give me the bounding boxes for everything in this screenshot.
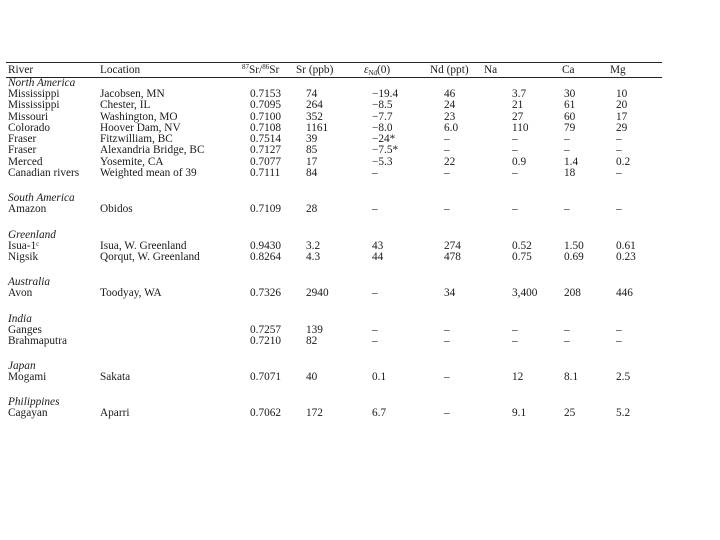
river-cell: Ganges: [8, 324, 42, 336]
sr-ppb-cell: 2940: [306, 288, 329, 300]
table-row: [6, 112, 662, 123]
na-cell: –: [512, 204, 518, 216]
group-spacer: [6, 383, 662, 397]
eps-nd-cell: –: [372, 335, 378, 347]
table-body: [6, 78, 662, 420]
table-row: [6, 204, 662, 215]
nd-ppt-cell: –: [444, 204, 450, 216]
river-cell: Missouri: [8, 111, 49, 123]
location-cell: [98, 336, 226, 347]
ca-cell: 61: [564, 100, 576, 112]
ca-cell: 25: [564, 408, 576, 420]
river-cell: Mississippi: [8, 89, 60, 100]
table-row: [6, 145, 662, 156]
mg-cell: 0.2: [616, 156, 631, 168]
ca-cell: –: [564, 335, 570, 347]
group-heading-row: [6, 193, 662, 204]
na-cell: –: [512, 145, 518, 157]
ca-cell: 18: [564, 168, 576, 180]
sr-ppb-cell: 17: [306, 156, 318, 168]
nd-ppt-cell: 46: [444, 89, 456, 100]
ca-cell: 1.4: [564, 156, 579, 168]
sr-ratio-cell: 0.7062: [250, 408, 282, 420]
group-spacer: [6, 179, 662, 193]
location-cell: Qorqut, W. Greenland: [100, 251, 200, 263]
location-cell: [98, 325, 226, 336]
location-cell: Washington, MO: [100, 111, 178, 123]
sr-ppb-cell: 352: [306, 111, 323, 123]
river-cell: Merced: [8, 156, 43, 168]
na-cell: 0.75: [512, 251, 532, 263]
location-cell: Obidos: [100, 204, 133, 216]
sr-ratio-cell: 0.7153: [250, 89, 282, 100]
group-heading-row: [6, 230, 662, 241]
group-heading: Greenland: [8, 229, 56, 241]
sr-ppb-cell: 139: [306, 324, 323, 336]
group-heading: Japan: [8, 361, 36, 373]
sr-ratio-cell: 0.8264: [250, 251, 282, 263]
sr-ratio-cell: 0.7095: [250, 100, 282, 112]
ca-cell: 79: [564, 122, 576, 134]
mg-cell: –: [616, 134, 622, 146]
mg-cell: –: [616, 324, 622, 336]
eps-nd-cell: 6.7: [372, 408, 387, 420]
sr-ppb-cell: 172: [306, 408, 323, 420]
nd-ppt-cell: –: [444, 134, 450, 146]
nd-ppt-cell: –: [444, 324, 450, 336]
river-cell: Mogami: [8, 372, 47, 384]
sr-ppb-cell: 39: [306, 134, 318, 146]
table-row: [6, 89, 662, 100]
table-row: [6, 325, 662, 336]
ca-cell: –: [564, 134, 570, 146]
mg-cell: –: [616, 204, 622, 216]
river-cell: Canadian rivers: [8, 168, 80, 180]
header-mg: Mg: [604, 63, 662, 78]
table-row: [6, 123, 662, 134]
nd-ppt-cell: 34: [444, 288, 456, 300]
nd-ppt-cell: 23: [444, 111, 456, 123]
table-row: [6, 288, 662, 299]
na-cell: 3.7: [512, 89, 527, 100]
mg-cell: 0.61: [616, 240, 636, 252]
header-ca: Ca: [554, 63, 604, 78]
sr-ppb-cell: 3.2: [306, 240, 321, 252]
eps-nd-cell: −7.5*: [372, 145, 399, 157]
nd-ppt-cell: –: [444, 145, 450, 157]
header-river: River: [6, 63, 98, 78]
mg-cell: 5.2: [616, 408, 631, 420]
na-cell: 3,400: [512, 288, 538, 300]
table-row: [6, 336, 662, 347]
nd-ppt-cell: –: [444, 168, 450, 180]
ca-cell: –: [564, 204, 570, 216]
ca-cell: 1.50: [564, 240, 584, 252]
nd-ppt-cell: 6.0: [444, 122, 459, 134]
na-cell: 110: [512, 122, 529, 134]
table-row: [6, 168, 662, 179]
river-cell: Colorado: [8, 122, 51, 134]
group-heading: India: [8, 313, 32, 325]
nd-ppt-cell: 478: [444, 251, 461, 263]
nd-ppt-cell: –: [444, 408, 450, 420]
group-heading-row: [6, 78, 662, 90]
na-cell: 27: [512, 111, 524, 123]
table-row: [6, 134, 662, 145]
mg-cell: 20: [616, 100, 628, 112]
group-spacer: [6, 263, 662, 277]
group-heading-row: [6, 314, 662, 325]
eps-nd-cell: –: [372, 324, 378, 336]
mg-cell: 0.23: [616, 251, 636, 263]
nd-ppt-cell: 22: [444, 156, 456, 168]
sr-ppb-cell: 84: [306, 168, 318, 180]
river-cell: Fraser: [8, 145, 37, 157]
na-cell: 0.9: [512, 156, 527, 168]
mg-cell: 10: [616, 89, 628, 100]
sr-ppb-cell: 1161: [306, 122, 329, 134]
table-row: [6, 100, 662, 111]
river-isotope-table: [6, 62, 662, 420]
eps-nd-cell: −7.7: [372, 111, 393, 123]
ca-cell: 208: [564, 288, 581, 300]
mg-cell: 2.5: [616, 372, 631, 384]
sr-ppb-cell: 85: [306, 145, 318, 157]
header-eps-nd: $\varepsilon_{Nd}(0)$: [354, 63, 428, 78]
table-row: [6, 252, 662, 263]
na-cell: 0.52: [512, 240, 532, 252]
mg-cell: –: [616, 335, 622, 347]
na-cell: 21: [512, 100, 524, 112]
na-cell: 12: [512, 372, 524, 384]
location-cell: Yosemite, CA: [100, 156, 164, 168]
na-cell: 9.1: [512, 408, 527, 420]
eps-nd-cell: −8.0: [372, 122, 393, 134]
sr-ppb-cell: 82: [306, 335, 318, 347]
sr-ratio-cell: 0.7127: [250, 145, 282, 157]
ca-cell: –: [564, 145, 570, 157]
river-cell: Mississippi: [8, 100, 60, 112]
location-cell: Jacobsen, MN: [100, 89, 165, 100]
sr-ratio-cell: 0.7326: [250, 288, 282, 300]
location-cell: Chester, IL: [100, 100, 151, 112]
mg-cell: –: [616, 145, 622, 157]
eps-nd-cell: −19.4: [372, 89, 399, 100]
nd-ppt-cell: –: [444, 372, 450, 384]
group-heading: South America: [8, 193, 75, 205]
sr-ratio-cell: 0.7514: [250, 134, 282, 146]
table-row: [6, 372, 662, 383]
eps-nd-cell: 43: [372, 240, 384, 252]
location-cell: Isua, W. Greenland: [100, 240, 187, 252]
sr-ratio-cell: 0.7077: [250, 156, 282, 168]
group-heading-row: [6, 361, 662, 372]
eps-nd-cell: 44: [372, 251, 384, 263]
group-heading: North America: [8, 77, 76, 89]
header-sr-ratio: $^{87}$Sr/$^{86}$Sr: [226, 63, 294, 78]
sr-ppb-cell: 28: [306, 204, 318, 216]
river-cell: Fraser: [8, 134, 37, 146]
river-cell: Avon: [8, 288, 33, 300]
sr-ratio-cell: 0.7109: [250, 204, 282, 216]
header-na: Na: [482, 63, 554, 78]
location-cell: Toodyay, WA: [100, 288, 162, 300]
river-cell: Amazon: [8, 204, 47, 216]
group-heading: Australia: [8, 277, 51, 289]
mg-cell: 17: [616, 111, 628, 123]
location-cell: Sakata: [100, 372, 131, 384]
sr-ratio-cell: 0.7108: [250, 122, 282, 134]
group-spacer: [6, 216, 662, 230]
nd-ppt-cell: 24: [444, 100, 456, 112]
na-cell: –: [512, 134, 518, 146]
nd-ppt-cell: –: [444, 335, 450, 347]
ca-cell: 0.69: [564, 251, 584, 263]
sr-ratio-cell: 0.7257: [250, 324, 282, 336]
sr-ratio-cell: 0.7100: [250, 111, 282, 123]
ca-cell: 30: [564, 89, 576, 100]
river-cell: Cagayan: [8, 408, 48, 420]
sr-ppb-cell: 74: [306, 89, 318, 100]
group-heading-row: [6, 397, 662, 408]
group-heading-row: [6, 277, 662, 288]
location-cell: Hoover Dam, NV: [100, 122, 181, 134]
na-cell: –: [512, 324, 518, 336]
sr-ratio-cell: 0.7071: [250, 372, 282, 384]
na-cell: –: [512, 335, 518, 347]
header-location: Location: [98, 63, 226, 78]
eps-nd-cell: −8.5: [372, 100, 393, 112]
eps-nd-cell: −5.3: [372, 156, 393, 168]
header-sr-ppb: Sr (ppb): [294, 63, 354, 78]
sr-ratio-cell: 0.7210: [250, 335, 282, 347]
group-heading: Philippines: [8, 397, 60, 409]
nd-ppt-cell: 274: [444, 240, 461, 252]
ca-cell: 60: [564, 111, 576, 123]
group-spacer: [6, 347, 662, 361]
sr-ppb-cell: 40: [306, 372, 318, 384]
table-row: [6, 408, 662, 419]
ca-cell: –: [564, 324, 570, 336]
table-header-row: [6, 63, 662, 78]
mg-cell: 29: [616, 122, 628, 134]
location-cell: Weighted mean of 39: [100, 168, 197, 180]
river-cell: Nigsik: [8, 251, 39, 263]
mg-cell: 446: [616, 288, 633, 300]
table-row: [6, 241, 662, 252]
river-cell: Brahmaputra: [8, 335, 67, 347]
location-cell: Aparri: [100, 408, 130, 420]
sr-ratio-cell: 0.7111: [250, 168, 281, 180]
table-row: [6, 157, 662, 168]
eps-nd-cell: 0.1: [372, 372, 387, 384]
eps-nd-cell: –: [372, 204, 378, 216]
group-spacer: [6, 300, 662, 314]
sr-ppb-cell: 4.3: [306, 251, 321, 263]
ca-cell: 8.1: [564, 372, 579, 384]
header-nd-ppt: Nd (ppt): [428, 63, 482, 78]
river-data-table-sheet: [6, 62, 662, 420]
river-cell: Isua-1ᶜ: [8, 240, 40, 252]
mg-cell: –: [616, 168, 622, 180]
sr-ppb-cell: 264: [306, 100, 323, 112]
sr-ratio-cell: 0.9430: [250, 240, 282, 252]
location-cell: Alexandria Bridge, BC: [100, 145, 205, 157]
eps-nd-cell: −24*: [372, 134, 396, 146]
eps-nd-cell: –: [372, 288, 378, 300]
eps-nd-cell: –: [372, 168, 378, 180]
location-cell: Fitzwilliam, BC: [100, 134, 173, 146]
na-cell: –: [512, 168, 518, 180]
